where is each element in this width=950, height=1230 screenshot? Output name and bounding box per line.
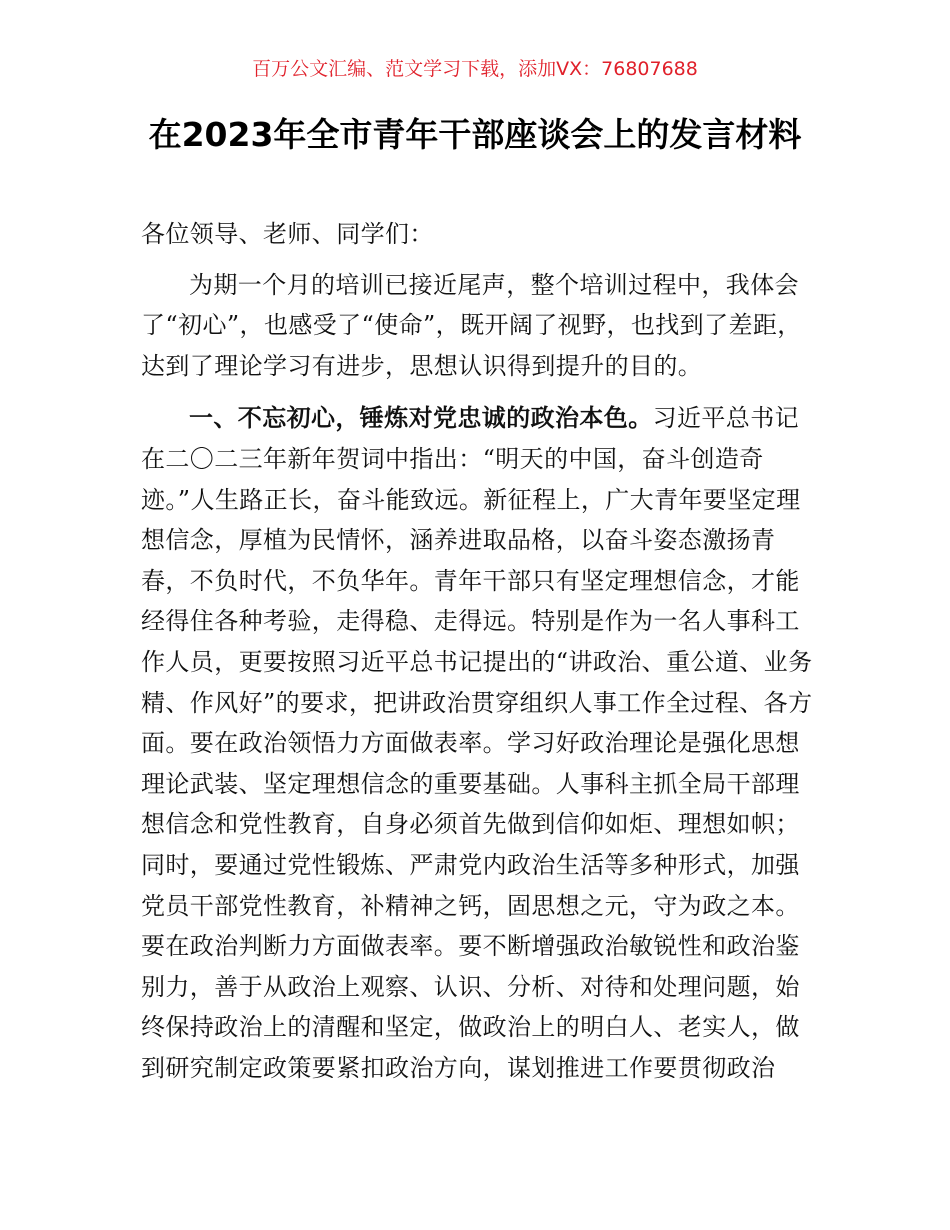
paragraph-intro: 为期一个月的培训已接近尾声，整个培训过程中，我体会了“初心”，也感受了“使命”，既开阔了视野，也找到了差距，达到了理论学习有进步，思想认识得到提升的目的。 [141, 270, 802, 380]
section-1-heading: 一、不忘初心，锤炼对党忠诚的政治本色。 [189, 404, 653, 433]
watermark-banner: 百万公文汇编、范文学习下载，添加VX：76807688 [252, 58, 698, 80]
document-body [141, 214, 823, 1088]
document-title: 在2023年全市青年干部座谈会上的发言材料 [148, 115, 802, 154]
section-1-text: 习近平总书记在二〇二三年新年贺词中指出：“明天的中国，奋斗创造奇迹。”人生路正长，奋斗能致远。新征程上，广大青年要坚定理想信念，厚植为民情怀，涵养进取品格，以奋斗姿态激扬青春，不负时代，不负华年。青年干部只有坚定理想信念，才能经得住各种考验，走得稳、走得远。特别是作为一名人事科工作人员，更要按照习近平总书记提出的“讲政治、重公道、业务精、作风好”的要求，把讲政治贯穿组织人事工作全过程、各方面。要在政治领悟力方面做表率。学习好政治理论是强化思想理论武装、坚定理想信念的重要基础。人事科主抓全局干部理想信念和党性教育，自身必须首先做到信仰如炬、理想如帜；同时，要通过党性锻炼、严肃党内政治生活等多种形式，加强党员干部党性教育，补精神之钙，固思想之元，守为政之本。要在政治判断力方面做表率。要不断增强政治敏锐性和政治鉴别力，善于从政治上观察、认识、分析、对待和处理问题，始终保持政治上的清醒和坚定，做政治上的明白人、老实人，做到研究制定政策要紧扣政治方向，谋划推进工作要贯彻政治 [141, 404, 813, 1082]
salutation: 各位领导、老师、同学们： [141, 220, 434, 248]
paragraph-section-1 [141, 398, 823, 1088]
